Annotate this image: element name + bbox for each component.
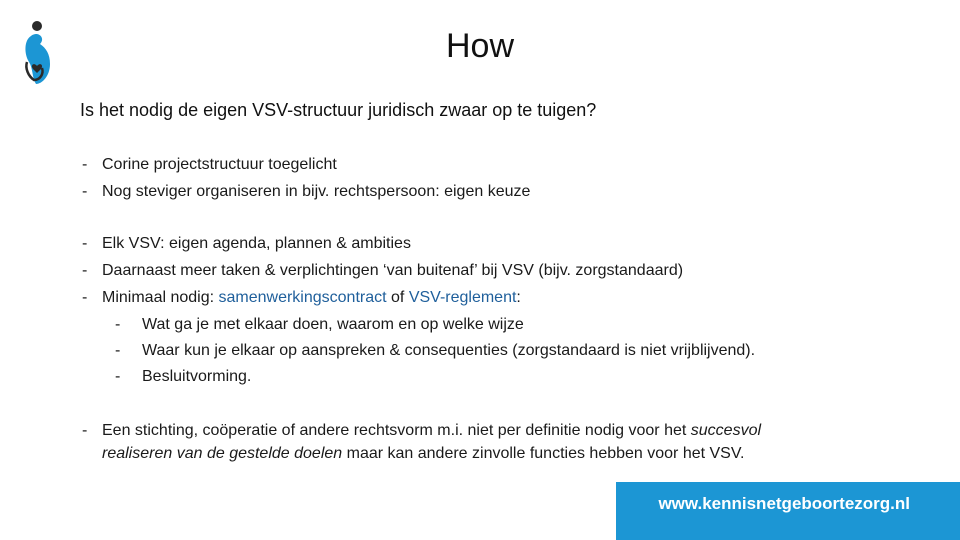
text-italic: realiseren van de gestelde doelen <box>102 445 343 462</box>
text-plain: maar kan andere zinvolle functies hebben voor het VSV. <box>342 445 745 462</box>
footer-url[interactable]: www.kennisnetgeboortezorg.nl <box>658 494 910 513</box>
list-item-text <box>102 285 521 311</box>
list-item-text: Elk VSV: eigen agenda, plannen & ambities <box>102 235 411 252</box>
list-item-text: Nog steviger organiseren in bijv. rechtspersoon: eigen keuze <box>102 183 531 200</box>
text-prefix: Minimaal nodig: <box>102 289 219 306</box>
list-item-text <box>102 441 745 467</box>
bullet-dash: - <box>82 422 88 439</box>
slide-title: How <box>445 27 515 65</box>
bullet-dash: - <box>115 368 121 385</box>
bullet-dash: - <box>82 183 88 200</box>
bullet-dash: - <box>82 235 88 252</box>
sub-list-item-text: Wat ga je met elkaar doen, waarom en op welke wijze <box>142 316 524 333</box>
bullet-dash: - <box>82 156 88 173</box>
bullet-dash: - <box>82 262 88 279</box>
text-italic: succesvol <box>690 422 762 439</box>
bullet-dash: - <box>115 316 121 333</box>
keyword-samenwerkingscontract: samenwerkingscontract <box>218 289 387 306</box>
list-item-text: Corine projectstructuur toegelicht <box>102 156 337 173</box>
text-plain: Een stichting, coöperatie of andere rechtsvorm m.i. niet per definitie nodig voor het <box>102 422 691 439</box>
text-connector: of <box>386 289 409 306</box>
bullet-dash: - <box>115 342 121 359</box>
bullet-dash: - <box>82 289 88 306</box>
list-item-text: Daarnaast meer taken & verplichtingen ‘van buitenaf’ bij VSV (bijv. zorgstandaard) <box>102 262 684 279</box>
text-suffix: : <box>516 289 521 306</box>
sub-list-item-text: Waar kun je elkaar op aanspreken & consequenties (zorgstandaard is niet vrijblijvend). <box>142 342 756 359</box>
question-heading: Is het nodig de eigen VSV-structuur juridisch zwaar op te tuigen? <box>80 100 597 120</box>
sub-list-item-text: Besluitvorming. <box>142 368 252 385</box>
keyword-vsv-reglement: VSV-reglement <box>408 289 517 306</box>
